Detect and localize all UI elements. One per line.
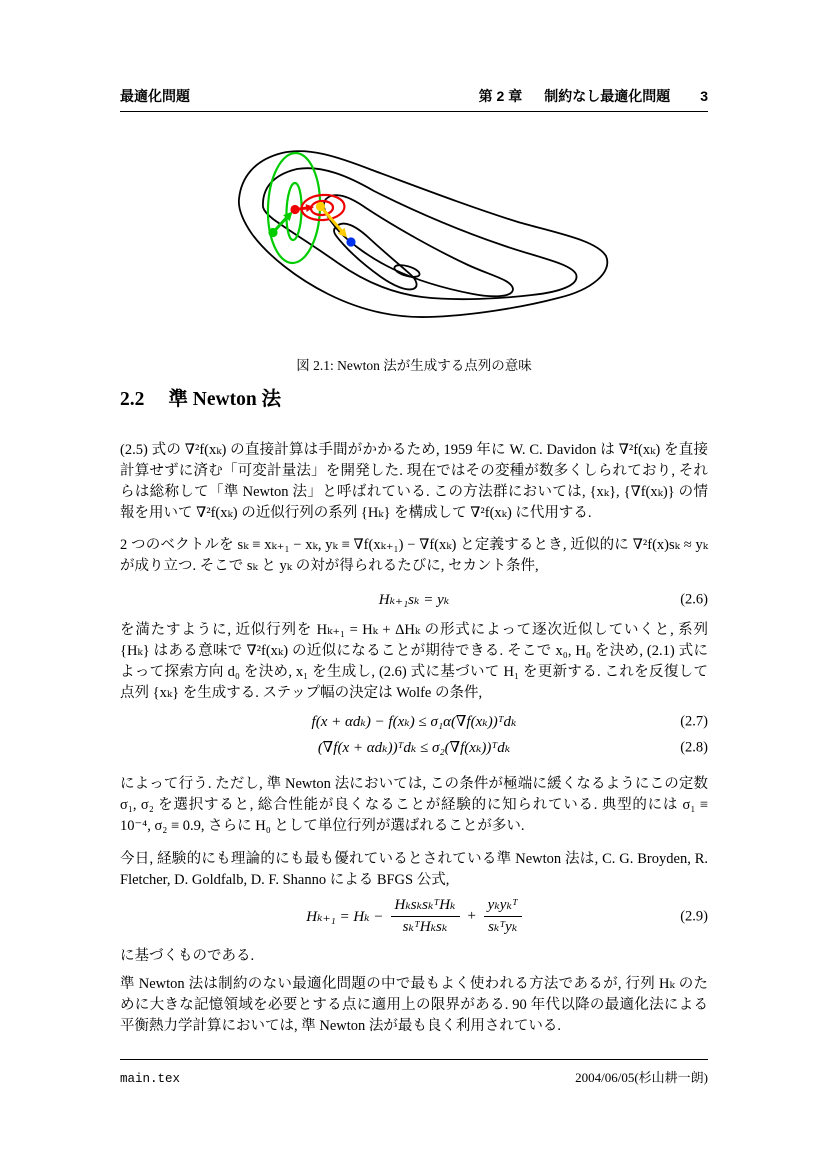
equation-2-7-body: f(x + αdₖ) − f(xₖ) ≤ σ₁α(∇f(xₖ))ᵀdₖ bbox=[311, 714, 517, 730]
section-number: 2.2 bbox=[120, 389, 145, 410]
equation-2-9-frac2-denominator: sₖᵀyₖ bbox=[488, 919, 518, 936]
equation-2-9-lhs: Hₖ₊₁ = Hₖ − bbox=[306, 909, 384, 926]
paragraph-secant-condition-setup: 2 つのベクトルを sₖ ≡ xₖ₊₁ − xₖ, yₖ ≡ ∇f(xₖ₊₁) − ∇f(xₖ) と定義するとき, 近似的に ∇²f(x)sₖ ≈ yₖ が成り立つ. そこで sₖ と yₖ の対が得られるたびに, セカント条件, bbox=[120, 537, 708, 574]
equation-2-9-body bbox=[120, 897, 708, 937]
contour-fourth bbox=[334, 224, 417, 290]
equation-2-9-frac1-numerator: HₖsₖsₖᵀHₖ bbox=[391, 897, 460, 917]
figure-caption: 図 2.1: Newton 法が生成する点列の意味 bbox=[296, 358, 532, 373]
contour-lines bbox=[239, 151, 607, 317]
page-footer bbox=[120, 1059, 708, 1086]
paragraph-bfgs-closing: に基づくものである. bbox=[120, 948, 255, 964]
iterate-point-x1-red bbox=[290, 205, 299, 214]
equation-2-8-body: (∇f(x + αdₖ))ᵀdₖ ≤ σ₂(∇f(xₖ))ᵀdₖ bbox=[317, 740, 511, 756]
equation-2-9-fraction-2 bbox=[484, 897, 522, 937]
equation-2-8 bbox=[120, 738, 708, 757]
equation-2-7-label: (2.7) bbox=[680, 713, 708, 729]
contour-plot-figure bbox=[228, 140, 620, 326]
paragraph-variable-metric-intro: (2.5) 式の ∇²f(xₖ) の直接計算は手間がかかるため, 1959 年に W. C. Davidon は ∇²f(xₖ) を直接計算せずに済む「可変計量法」を開発した. 現在ではその変種が数多くしられており, それらは総称して「準 Newton 法」と呼ばれている. この方法群においては, {xₖ}, {∇f(xₖ)} の情報を用いて ∇²f(xₖ) の近似行列の系列 {Hₖ} を構成して ∇²f(xₖ) に代用する. bbox=[120, 442, 708, 521]
equation-2-9-frac1-denominator: sₖᵀHₖsₖ bbox=[402, 919, 448, 936]
paragraph-update-iteration: を満たすように, 近似行列を Hₖ₊₁ = Hₖ + ΔHₖ の形式によって逐次近似していくと, 系列 {Hₖ} はある意味で ∇²f(xₖ) の近似になることが期待できる. そこで x₀, H₀ を決め, (2.1) 式によって探索方向 d₀ を決め, x₁ を生成し, (2.6) 式に基づいて H₁ を更新する. これを反復して点列 {xₖ} を生成する. ステップ幅の決定は Wolfe の条件, bbox=[120, 622, 708, 701]
section-heading bbox=[120, 383, 708, 411]
header-chapter-title: 制約なし最適化問題 bbox=[544, 88, 671, 104]
equation-2-7 bbox=[120, 712, 708, 731]
equation-2-6-label: (2.6) bbox=[680, 591, 708, 607]
equation-2-6-body: Hₖ₊₁sₖ = yₖ bbox=[378, 592, 450, 608]
header-chapter-number: 第 2 章 bbox=[478, 88, 523, 104]
iterate-point-x2-yellow bbox=[316, 202, 325, 211]
equation-2-9-label: (2.9) bbox=[680, 908, 708, 925]
equation-2-8-label: (2.8) bbox=[680, 739, 708, 755]
paragraph-wolfe-constants: によって行う. ただし, 準 Newton 法においては, この条件が極端に緩くなるようにこの定数 σ₁, σ₂ を選択すると, 総合性能が良くなることが経験的に知られている. 典型的には σ₁ ≡ 10⁻⁴, σ₂ ≡ 0.9, さらに H₀ として単位行列が選ばれることが多い. bbox=[120, 776, 708, 834]
paragraph-bfgs-intro: 今日, 経験的にも理論的にも最も優れているとされている準 Newton 法は, C. G. Broyden, R. Fletcher, D. Goldfalb, D. F. Shanno による BFGS 公式, bbox=[120, 851, 708, 888]
footer-filename: main.tex bbox=[120, 1072, 181, 1086]
iterate-point-x0-green bbox=[268, 228, 277, 237]
equation-2-9-frac2-numerator: yₖyₖᵀ bbox=[484, 897, 522, 917]
equation-2-9-plus-operator: + bbox=[466, 908, 477, 925]
iterate-point-x3-blue bbox=[346, 237, 355, 246]
paragraph-memory-limitation: 準 Newton 法は制約のない最適化問題の中で最もよく使われる方法であるが, 行列 Hₖ のために大きな記憶領域を必要とする点に適用上の限界がある. 90 年代以降の最適化法による平衡熱力学計算においては, 準 Newton 法が最も良く利用されている. bbox=[120, 976, 708, 1034]
header-document-title: 最適化問題 bbox=[120, 88, 190, 104]
equation-2-9 bbox=[120, 897, 708, 937]
section-title: 準 Newton 法 bbox=[168, 389, 282, 410]
equation-2-6 bbox=[120, 590, 708, 609]
footer-date-author: 2004/06/05(杉山耕一朗) bbox=[575, 1070, 708, 1085]
header-page-number: 3 bbox=[700, 88, 708, 104]
equation-2-9-fraction-1 bbox=[391, 897, 460, 937]
page-header bbox=[120, 88, 708, 112]
